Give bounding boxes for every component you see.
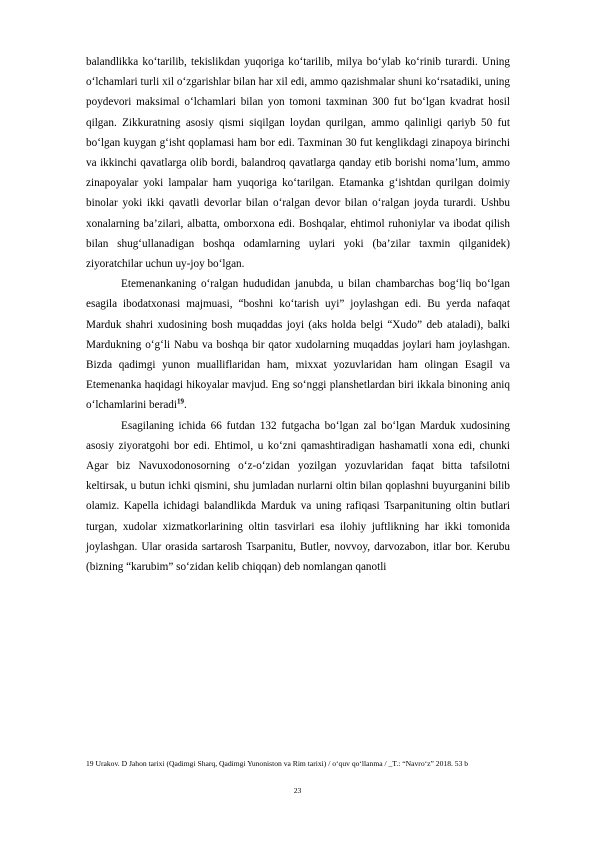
paragraph-1: balandlikka ko‘tarilib, tekislikdan yuqoriga ko‘tarilib, milya bo‘ylab ko‘rinib turardi. Uning o‘lchamlari turli xil o‘zgarishlar bilan har xil edi, ammo qazishmalar shuni ko‘rsatadiki, uning poydevori maksimal o‘lchamlari bilan yon tomoni taxminan 300 fut bo‘lgan kvadrat hosil qilgan. Zikkuratning asosiy qismi siqilgan loydan qurilgan, ammo qalinligi qariyb 50 fut bo‘lgan kuygan g‘isht qoplamasi ham bor edi. Taxminan 30 fut kenglikdagi zinapoya birinchi va ikkinchi qavatlarga olib bordi, balandroq qavatlarga qanday etib borishi noma’lum, ammo zinapoyalar yoki lampalar ham yuqoriga ko‘tarilgan. Etamanka g‘ishtdan qurilgan doimiy binolar yoki ikki qavatli devorlar bilan o‘ralgan devor bilan o‘ralgan joyda turardi. Ushbu xonalarning ba’zilari, albatta, omborxona edi. Boshqalar, ehtimol ruhoniylar va ibodat qilish bilan shug‘ullanadigan boshqa odamlarning uylari yoki (ba’zilar taxmin qilganidek) ziyoratchilar uchun uy-joy bo‘lgan. xyxy=(86,56,510,271)
footnote xyxy=(86,758,510,769)
paragraph-2-end: . xyxy=(184,399,187,412)
footnote-reference: 19 xyxy=(177,397,185,406)
main-text xyxy=(86,52,510,577)
paragraph-2-text: Etemenankaning o‘ralgan hududidan janubda, u bilan chambarchas bog‘liq bo‘lgan esagila ibodatxonasi majmuasi, “boshni ko‘tarish uyi” joylashgan edi. Bu yerda nafaqat Marduk shahri xudosining bosh muqaddas joyi (aks holda belgi “Xudo” deb ataladi), balki Mardukning o‘g‘li Nabu va boshqa bir qator xudolarning muqaddas joylari ham joylashgan. Bizda qadimgi yunon mualliflaridan ham, mixxat yozuvlaridan ham olingan Esagil va Etemenanka haqidagi hikoyalar mavjud. Eng so‘nggi planshetlardan biri ikkala binoning aniq o‘lchamlarini beradi xyxy=(86,278,510,412)
paragraph-2 xyxy=(86,274,510,415)
footnote-number: 19 xyxy=(86,759,94,768)
page-number: 23 xyxy=(293,786,302,795)
paragraph-3: Esagilaning ichida 66 futdan 132 futgacha bo‘lgan zal bo‘lgan Marduk xudosining asosiy ziyoratgohi bor edi. Ehtimol, u ko‘zni qamashtiradigan hashamatli xona edi, chunki Agar biz Navuxodonosorning o‘z-o‘zidan yozilgan yozuvlaridan faqat bitta tafsilotni keltirsak, u butun ichki qismini, shu jumladan nurlarni oltin bilan qoplashni buyurganini bilib olamiz. Kapella ichidagi balandlikda Marduk va uning rafiqasi Tsarpanituning oltin butlari turgan, xudolar xizmatkorlarining oltin tasvirlari esa ilohiy juftlikning har ikki tomonida joylashgan. Ular orasida sartarosh Tsarpanitu, Butler, novvoy, darvozabon, itlar bor. Kerubu (bizning “karubim” so‘zidan kelib chiqqan) deb nomlangan qanotli xyxy=(86,419,510,574)
footnote-text: Urakov. D Jahon tarixi (Qadimgi Sharq, Qadimgi Yunoniston va Rim tarixi) / o‘quv qo‘llanma / _T.: “Navro‘z” 2018. 53 b xyxy=(93,759,469,768)
